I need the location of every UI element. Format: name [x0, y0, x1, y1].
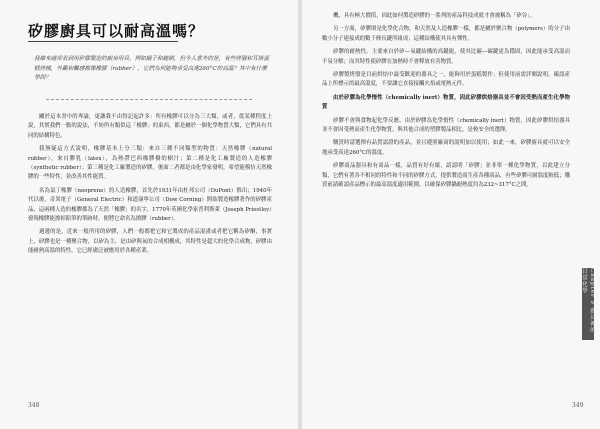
- paragraph: 關於這本書中的專論，更讓我不由得記起許多：所有橡膠可以分為三大類，或者，從某種程度上說，其實我們一點的說法，不妨所有類似這「橡膠」的東西，都是屬於一個化學物質大類，它們具有共同的結構特色。: [28, 114, 272, 139]
- paragraph: 我無疑這方式說明，橡膠基本上分三類：來自三種不同類型的物質：天然橡膠（natural rubber），來自膠乳（latex），為熱帶巴西橡膠樹的樹汁；第二種是化工廠製造的人造橡膠（synthetic rubber）；第三種是化工廠製造的矽膠，後面二者都是由化學家發明，希望能模仿天然橡膠的一些特性，並改善其性能質。: [28, 146, 272, 181]
- paragraph: 矽膠不會與食物起化學反應，由於矽膠為化學惰性（chemically inert）物質，因此矽膠烘焙器具並不會因受熱而產生化學物質，與其他合成的塑膠製品相比，是較安全的選擇。: [322, 117, 570, 134]
- chapter-tab: Chapter 9 廚具裡的日常化學: [582, 268, 594, 340]
- paragraph: 名為氯丁橡膠（neoprene）的人造橡膠，首先於1931年由杜邦公司（DuPont）推出；1940年代以後，奇異電子（General Electric）和道康寧公司（Dow Corning）開始製造橡膠著作的矽膠產品，這兩種人造的橡膠都為了天然「橡膠」的名字，1770年英國化學家普利斯萊（Joseph Priestley）發現橡膠能擦掉鉛筆的筆跡時，便將它命名為擦膠（rubber）。: [28, 187, 272, 223]
- page-number-left: 348: [28, 402, 40, 409]
- paragraph: 機，具有極大價值，因此如何製造矽膠的一系列的產品科技成就才會被稱為「矽谷」。: [333, 13, 536, 19]
- page-number-right: 349: [572, 402, 584, 409]
- paragraph: 矽膠商品器具和有商品一樣，品質有好有壞，請認明「矽膠」並非單一種化學物質，以此建立分類，它們有著各不相同的特性和不同的矽膠方式，提供製造商生產各種商品，有些矽膠可耐溫度較低；購買前請確認產品標示的最高溫度適用範圍，以確保矽膠鍋耐熱度約為232~317°C之間。: [322, 163, 570, 189]
- intro-separator: [46, 99, 252, 100]
- right-page: [300, 0, 600, 429]
- paragraph: 週邊的是，近來一般所用的矽膠，人們一般都把它和它製成的產品混淆或者把它稱為矽酮，事實上，矽膠也是一種聚合物，以矽為主、是由矽與氧的合成相構成，其特性是超大的化學合成物，矽膠由能耐熱高溫的特性，它已經廣泛被應用於各種產業。: [28, 229, 272, 255]
- title-underline: [28, 41, 178, 42]
- left-body-text: [28, 113, 272, 261]
- highlighted-text: 由於矽膠為化學惰性（chemically inert）物質，因此矽膠烘焙器具並不會因受熱而產生化學物質: [322, 94, 570, 111]
- paragraph: [322, 94, 570, 113]
- intro-question: 我確來越常看到用矽膠製造的廚房用具，例如鍋子和鏟刷，但今人意外的是，有些烤盤和耳掛蛋糕烤模，外觀和觸感都像橡膠（rubber），它們為何能夠承受高達260°C的高溫？其中有什麼學問？: [34, 56, 269, 82]
- paragraph: 購買時請選擇有品質認證的產品，並且遵照廠商的說明加以使用；如此一來，矽膠廚具就可以安全地承受高達260°C的溫度。: [322, 140, 570, 156]
- paragraph: 矽膠的耐熱性，主要來自於矽—氧鍵結構的高鍵能，使其比碳—碳鍵更為穩固，因此能承受高溫而不易分解；而其特性使矽膠在加熱時不會釋放有害物質。: [322, 49, 570, 65]
- page-title: 矽膠廚具可以耐高溫嗎？: [28, 22, 205, 40]
- right-body-text: [322, 12, 570, 195]
- paragraph: 另一方面，矽膠則是化學化合物，和天然及人造橡膠一樣，都是屬於聚合物（polymers）的分子由數小分子連接成的數千條長鏈所組成；這種結構使其具有彈性。: [322, 26, 570, 42]
- paragraph: 矽膠製烤盤是目前烘焙中最受歡迎的器具之一，能夠用於蛋糕製作；但使用前需詳閱說明，確認產品上所標示的最高溫度，不要讓它直接接觸火焰或電熱元件。: [322, 72, 570, 88]
